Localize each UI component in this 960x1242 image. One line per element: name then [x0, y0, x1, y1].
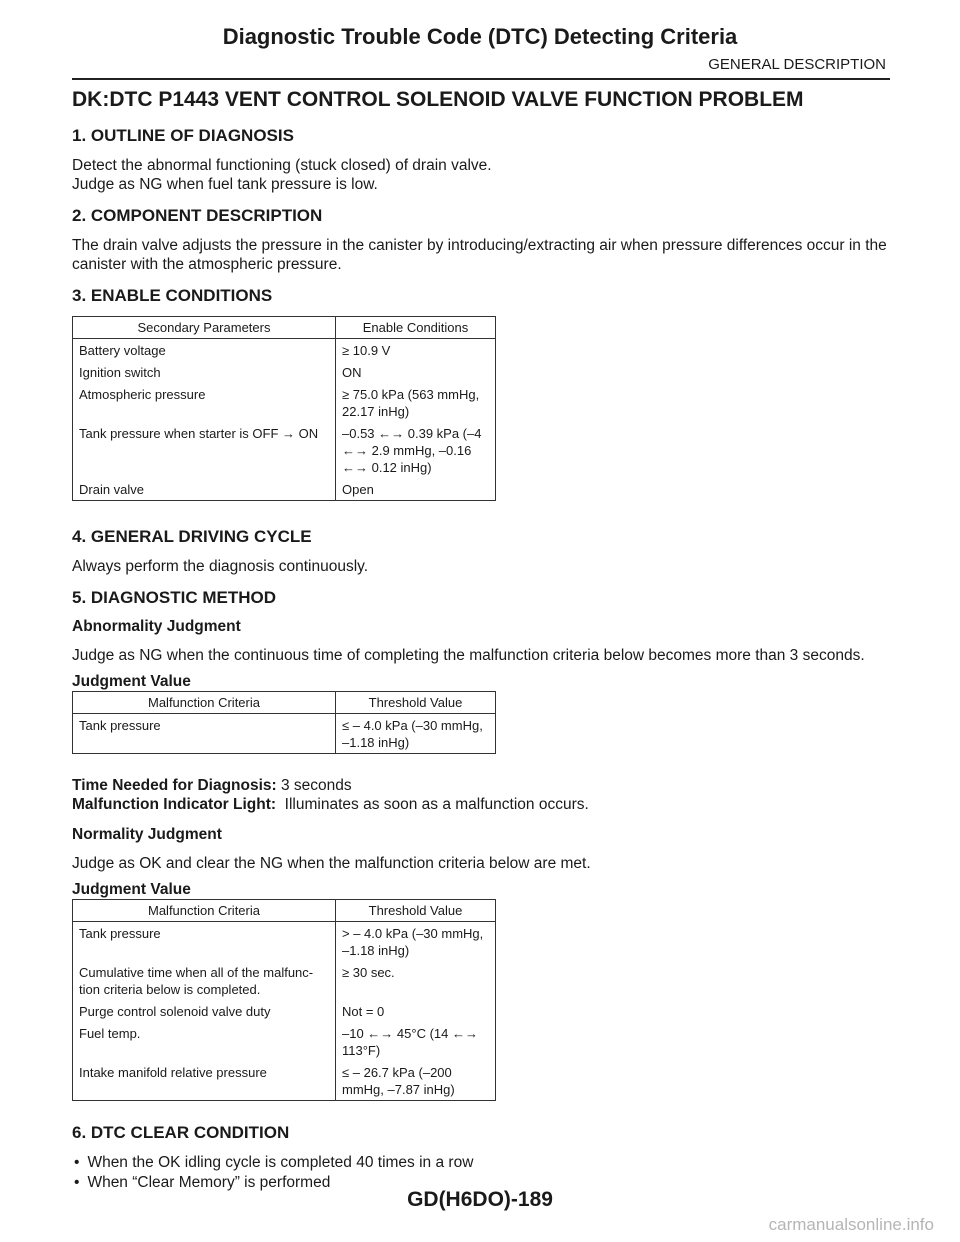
table-row [73, 1022, 496, 1061]
threshold-cell: > – 4.0 kPa (–30 mmHg, –1.18 inHg) [336, 922, 496, 962]
parameter-cell: Drain valve [73, 478, 336, 501]
table-row [73, 383, 496, 422]
normality-judgment-table [72, 899, 496, 1101]
outline-heading: 1. OUTLINE OF DIAGNOSIS [72, 126, 294, 145]
method-heading: 5. DIAGNOSTIC METHOD [72, 588, 277, 607]
threshold-cell: ≥ 30 sec. [336, 961, 496, 1000]
criteria-cell: Purge control solenoid valve duty [73, 1000, 336, 1022]
column-header: Secondary Parameters [73, 317, 336, 339]
outline-text [72, 156, 892, 194]
column-header: Malfunction Criteria [73, 692, 336, 714]
document-body [72, 88, 892, 1193]
table-row [73, 961, 496, 1000]
table-row [73, 361, 496, 383]
column-header: Enable Conditions [336, 317, 496, 339]
criteria-cell: Tank pressure [73, 922, 336, 962]
time-needed-line [72, 776, 892, 795]
threshold-cell: ≤ – 4.0 kPa (–30 mmHg, –1.18 inHg) [336, 714, 496, 754]
page-number: GD(H6DO)-189 [407, 1188, 553, 1211]
condition-cell: ≥ 10.9 V [336, 339, 496, 362]
parameter-cell: Ignition switch [73, 361, 336, 383]
dtc-title: DK:DTC P1443 VENT CONTROL SOLENOID VALVE FUNCTION PROBLEM [72, 88, 804, 111]
criteria-cell: Fuel temp. [73, 1022, 336, 1061]
table-row [73, 922, 496, 962]
component-heading: 2. COMPONENT DESCRIPTION [72, 206, 323, 225]
table-row [73, 478, 496, 501]
clear-condition-heading: 6. DTC CLEAR CONDITION [72, 1123, 290, 1142]
table-row [73, 339, 496, 362]
table-row [73, 1000, 496, 1022]
clear-condition-list [72, 1153, 892, 1193]
time-needed-value: 3 seconds [276, 777, 352, 794]
column-header: Threshold Value [336, 692, 496, 714]
table-row [73, 1061, 496, 1101]
abnormality-text: Judge as NG when the continuous time of completing the malfunction criteria below becomes more than 3 seconds. [72, 647, 865, 664]
condition-cell: ON [336, 361, 496, 383]
parameter-cell: Tank pressure when starter is OFF → ON [73, 422, 336, 478]
threshold-cell: –10 ←→ 45°C (14 ←→ 113°F) [336, 1022, 496, 1061]
list-item: • When “Clear Memory” is performed [72, 1173, 892, 1193]
judgment-value-title: Judgment Value [72, 673, 191, 690]
criteria-cell: Intake manifold relative pressure [73, 1061, 336, 1101]
normality-heading: Normality Judgment [72, 826, 222, 843]
section-label: GENERAL DESCRIPTION [708, 56, 886, 73]
abnormality-judgment-table [72, 691, 496, 754]
outline-line: Judge as NG when fuel tank pressure is low. [72, 176, 378, 193]
enable-heading: 3. ENABLE CONDITIONS [72, 286, 273, 305]
condition-cell: ≥ 75.0 kPa (563 mmHg, 22.17 inHg) [336, 383, 496, 422]
column-header: Threshold Value [336, 900, 496, 922]
mil-line [72, 795, 892, 814]
outline-line: Detect the abnormal functioning (stuck closed) of drain valve. [72, 157, 492, 174]
criteria-cell: Tank pressure [73, 714, 336, 754]
component-text: The drain valve adjusts the pressure in the canister by introducing/extracting air when pressure differences occur in the canister with the atmospheric pressure. [72, 237, 887, 273]
abnormality-heading: Abnormality Judgment [72, 618, 241, 635]
driving-cycle-text: Always perform the diagnosis continuously. [72, 558, 369, 575]
time-needed-label: Time Needed for Diagnosis: [72, 777, 277, 794]
mil-label: Malfunction Indicator Light: [72, 796, 277, 813]
enable-conditions-table [72, 316, 496, 501]
mil-value: Illuminates as soon as a malfunction occurs. [276, 796, 589, 813]
column-header: Malfunction Criteria [73, 900, 336, 922]
condition-cell: –0.53 ←→ 0.39 kPa (–4 ←→ 2.9 mmHg, –0.16 ←→ 0.12 inHg) [336, 422, 496, 478]
judgment-value-title: Judgment Value [72, 881, 191, 898]
header-divider [72, 78, 890, 80]
parameter-cell: Atmospheric pressure [73, 383, 336, 422]
table-row [73, 714, 496, 754]
driving-cycle-heading: 4. GENERAL DRIVING CYCLE [72, 527, 312, 546]
condition-cell: Open [336, 478, 496, 501]
normality-text: Judge as OK and clear the NG when the malfunction criteria below are met. [72, 855, 591, 872]
threshold-cell: Not = 0 [336, 1000, 496, 1022]
parameter-cell: Battery voltage [73, 339, 336, 362]
watermark: carmanualsonline.info [768, 1215, 934, 1234]
threshold-cell: ≤ – 26.7 kPa (–200 mmHg, –7.87 inHg) [336, 1061, 496, 1101]
criteria-cell: Cumulative time when all of the malfunc-tion criteria below is completed. [73, 961, 336, 1000]
table-row [73, 422, 496, 478]
list-item: • When the OK idling cycle is completed 40 times in a row [72, 1153, 892, 1173]
page-header-title: Diagnostic Trouble Code (DTC) Detecting Criteria [222, 24, 738, 49]
